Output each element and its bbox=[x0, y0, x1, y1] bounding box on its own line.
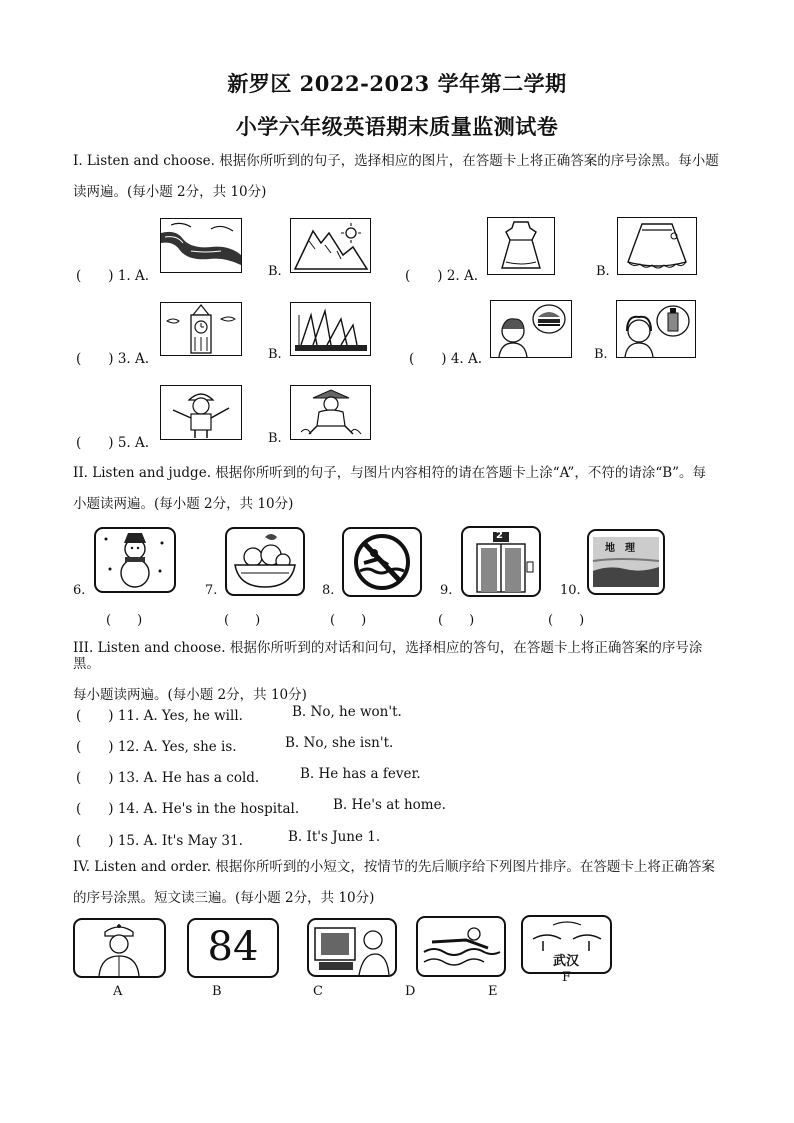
girl-drink-picture bbox=[616, 300, 696, 358]
question-14: ( ) 14. A. He's in the hospital. bbox=[76, 801, 300, 817]
item-6-blank[interactable]: ( ) bbox=[106, 613, 143, 628]
question-12: ( ) 12. A. Yes, she is. bbox=[76, 739, 237, 755]
part3-instruction-line1: III. Listen and choose. 根据你所听到的对话和问句，选择相应的答句，在答题卡上将正确答案的序号涂黑。 bbox=[73, 640, 703, 672]
picture-label-e: E bbox=[488, 984, 498, 999]
geography-sign-picture bbox=[587, 529, 665, 595]
item-10-blank[interactable]: ( ) bbox=[548, 613, 585, 628]
question-4: ( ) 4. A. bbox=[409, 351, 483, 367]
doctor-picture bbox=[73, 918, 166, 978]
picture-label-a: A bbox=[113, 984, 123, 999]
item-9-blank[interactable]: ( ) bbox=[438, 613, 475, 628]
worker-picture bbox=[160, 385, 242, 440]
question-5: ( ) 5. A. bbox=[76, 435, 150, 451]
item-9-number: 9. bbox=[440, 583, 453, 598]
swimming-picture bbox=[416, 916, 506, 977]
part4-instruction-line1: IV. Listen and order. 根据你所听到的小短文，按情节的先后顺序给下列图片排序。在答题卡上将正确答案 bbox=[73, 859, 715, 875]
q1-option-b: B. bbox=[268, 264, 282, 279]
q4-option-b: B. bbox=[594, 347, 608, 362]
item-10-number: 10. bbox=[560, 583, 581, 598]
farmer-picture bbox=[290, 385, 371, 440]
elevator-picture bbox=[461, 526, 541, 597]
computer-picture bbox=[307, 918, 397, 977]
q2-option-b: B. bbox=[596, 264, 610, 279]
part1-instruction-line2: 读两遍。(每小题 2分，共 10分) bbox=[73, 184, 267, 200]
part1-instruction bbox=[73, 153, 723, 200]
snowman-picture bbox=[94, 527, 176, 593]
river-picture bbox=[160, 218, 242, 273]
big-ben-picture bbox=[160, 302, 242, 356]
q5-option-b: B. bbox=[268, 431, 282, 446]
item-7-blank[interactable]: ( ) bbox=[224, 613, 261, 628]
question-3: ( ) 3. A. bbox=[76, 351, 150, 367]
part4-instruction bbox=[73, 859, 723, 906]
question-11: ( ) 11. A. Yes, he will. bbox=[76, 708, 243, 724]
q3-option-b: B. bbox=[268, 347, 282, 362]
question-2: ( ) 2. A. bbox=[405, 268, 479, 284]
wuhan-text: 武汉 bbox=[553, 954, 580, 969]
question-11-option-b: B. No, he won't. bbox=[292, 704, 402, 720]
item-8-number: 8. bbox=[322, 583, 335, 598]
part3-instruction-line2: 每小题读两遍。(每小题 2分，共 10分) bbox=[73, 687, 307, 703]
item-7-number: 7. bbox=[205, 583, 218, 598]
question-12-option-b: B. No, she isn't. bbox=[285, 735, 394, 751]
opera-house-picture bbox=[290, 302, 371, 356]
picture-label-f: F bbox=[562, 970, 572, 985]
skirt-picture bbox=[617, 217, 697, 275]
part4-instruction-line2: 的序号涂黑。短文读三遍。(每小题 2分，共 10分) bbox=[73, 890, 375, 906]
no-swimming-sign bbox=[342, 527, 422, 597]
elevator-floor-number: 2 bbox=[496, 530, 503, 541]
question-13: ( ) 13. A. He has a cold. bbox=[76, 770, 260, 786]
fruit-bowl-picture bbox=[225, 527, 305, 596]
number-84-picture bbox=[187, 918, 279, 978]
part2-instruction bbox=[73, 465, 723, 512]
page-subtitle: 小学六年级英语期末质量监测试卷 bbox=[235, 114, 559, 139]
geography-sign-text: 地 理 bbox=[605, 543, 635, 554]
picture-label-c: C bbox=[313, 984, 323, 999]
part2-instruction-line2: 小题读两遍。(每小题 2分，共 10分) bbox=[73, 496, 294, 512]
question-13-option-b: B. He has a fever. bbox=[300, 766, 421, 782]
page-title: 新罗区 2022-2023 学年第二学期 bbox=[227, 71, 567, 96]
dress-picture bbox=[487, 217, 555, 275]
part3-instruction bbox=[73, 640, 723, 703]
part1-instruction-line1: I. Listen and choose. 根据你所听到的句子，选择相应的图片，在答题卡上将正确答案的序号涂黑。每小题 bbox=[73, 153, 719, 169]
picture-label-d: D bbox=[405, 984, 416, 999]
question-1: ( ) 1. A. bbox=[76, 268, 150, 284]
part2-instruction-line1: II. Listen and judge. 根据你所听到的句子，与图片内容相符的请在答题卡上涂“A”，不符的请涂“B”。每 bbox=[73, 465, 707, 481]
question-15-option-b: B. It's June 1. bbox=[288, 829, 381, 845]
number-84-text: 84 bbox=[207, 924, 259, 970]
mountain-picture bbox=[290, 218, 371, 273]
boy-burger-picture bbox=[490, 300, 572, 358]
item-8-blank[interactable]: ( ) bbox=[330, 613, 367, 628]
picture-label-b: B bbox=[212, 984, 222, 999]
item-6-number: 6. bbox=[73, 583, 86, 598]
question-15: ( ) 15. A. It's May 31. bbox=[76, 833, 243, 849]
question-14-option-b: B. He's at home. bbox=[333, 797, 446, 813]
wuhan-picture bbox=[521, 915, 612, 974]
